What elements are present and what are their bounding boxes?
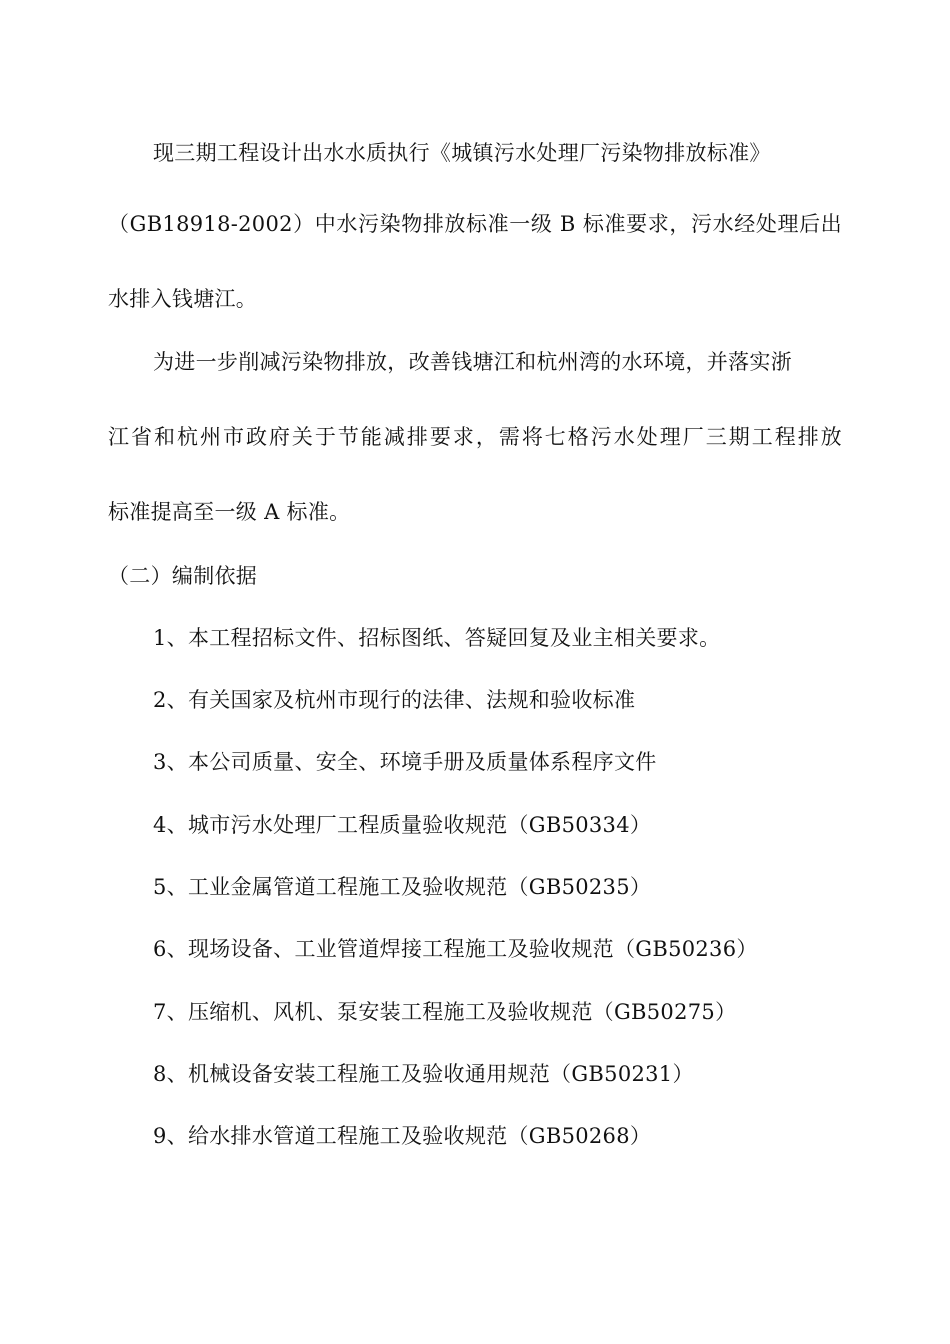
basis-list-item: 8、机械设备安装工程施工及验收通用规范（GB50231） (153, 1062, 694, 1086)
paragraph-1-line-2: （GB18918-2002）中水污染物排放标准一级 B 标准要求，污水经处理后出 (108, 212, 842, 236)
basis-list-item: 4、城市污水处理厂工程质量验收规范（GB50334） (153, 813, 652, 837)
basis-list-item: 2、有关国家及杭州市现行的法律、法规和验收标准 (153, 688, 636, 712)
section-heading: （二）编制依据 (108, 564, 258, 588)
paragraph-2-line-2: 江省和杭州市政府关于节能减排要求，需将七格污水处理厂三期工程排放 (108, 425, 842, 449)
paragraph-2-line-1: 为进一步削减污染物排放，改善钱塘江和杭州湾的水环境，并落实浙 (153, 350, 792, 374)
basis-list-item: 7、压缩机、风机、泵安装工程施工及验收规范（GB50275） (153, 1000, 737, 1024)
basis-list-item: 6、现场设备、工业管道焊接工程施工及验收规范（GB50236） (153, 937, 758, 961)
basis-list-item: 3、本公司质量、安全、环境手册及质量体系程序文件 (153, 750, 657, 774)
basis-list-item: 9、给水排水管道工程施工及验收规范（GB50268） (153, 1124, 652, 1148)
paragraph-2-line-3: 标准提高至一级 A 标准。 (108, 500, 351, 524)
basis-list-item: 5、工业金属管道工程施工及验收规范（GB50235） (153, 875, 652, 899)
basis-list-item: 1、本工程招标文件、招标图纸、答疑回复及业主相关要求。 (153, 626, 721, 650)
paragraph-1-line-3: 水排入钱塘江。 (108, 287, 258, 311)
paragraph-1-line-1: 现三期工程设计出水水质执行《城镇污水处理厂污染物排放标准》 (153, 141, 771, 165)
